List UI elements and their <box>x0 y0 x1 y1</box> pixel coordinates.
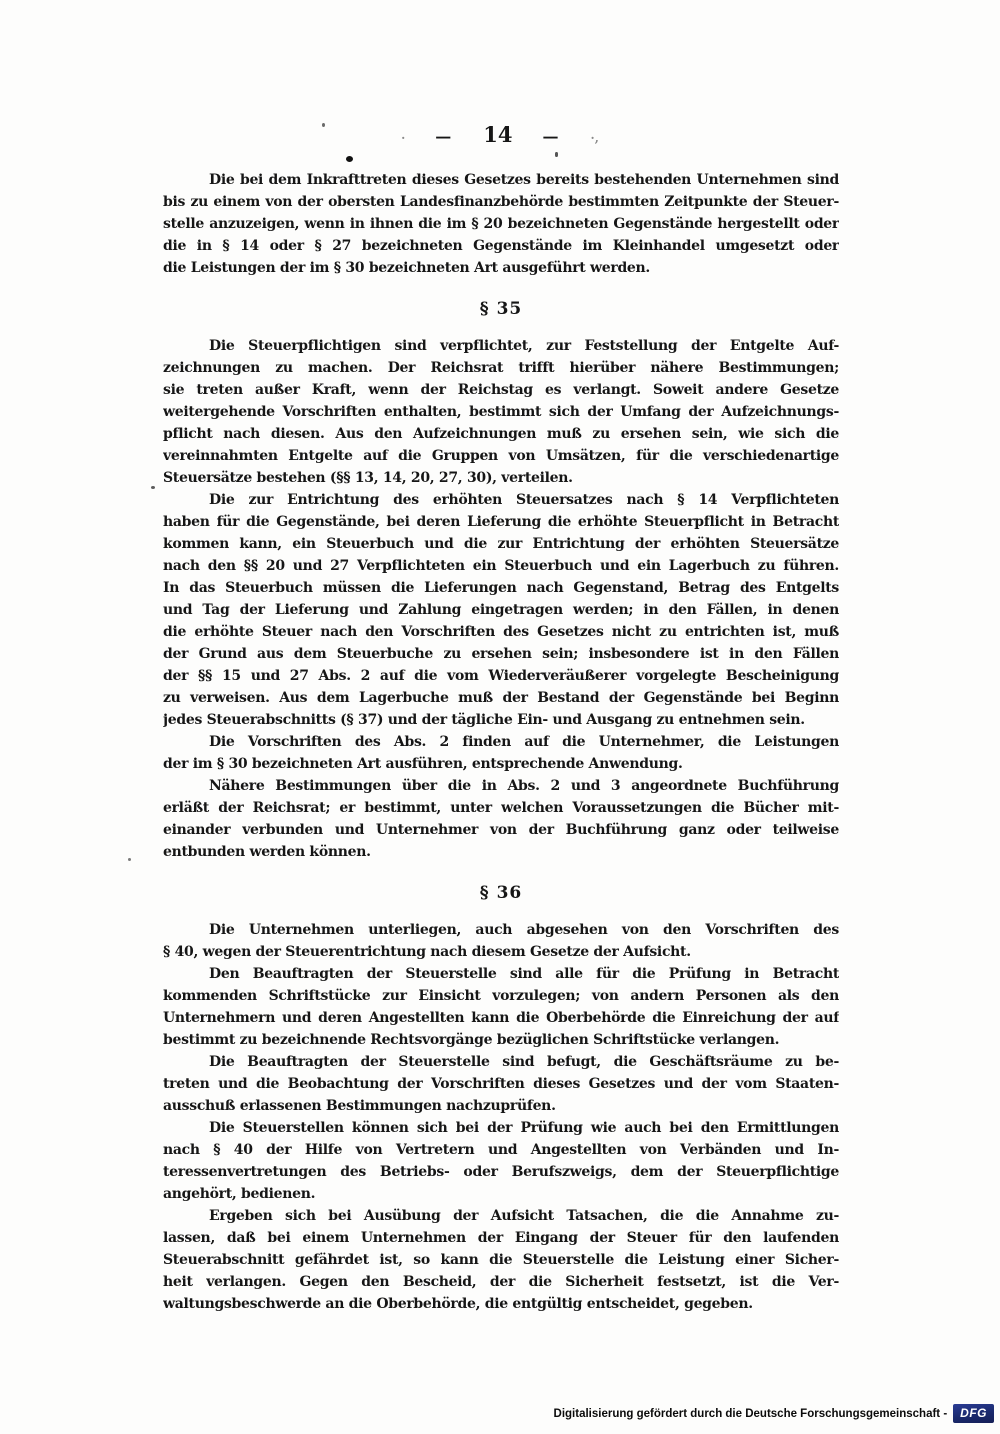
text-line: Die Beauftragten der Steuerstelle sind befugt, die Geschäftsräume zu be- <box>209 1054 839 1070</box>
text-line: bestimmt zu bezeichnende Rechtsvorgänge bezüglichen Schriftstücke verlangen. <box>163 1032 780 1048</box>
text-line: einander verbunden und Unternehmer von der Buchführung ganz oder teilweise <box>163 822 839 838</box>
paragraph <box>163 1205 839 1315</box>
text-line: kommenden Schriftstücke zur Einsicht vorzulegen; von andern Personen als den <box>163 988 839 1004</box>
ink-spot <box>555 152 558 157</box>
ink-spot <box>151 486 155 489</box>
paragraph <box>163 775 839 863</box>
section-heading: § 36 <box>479 883 523 903</box>
text-line: Die bei dem Inkrafttreten dieses Gesetzes bereits bestehenden Unternehmen sind <box>209 172 839 188</box>
text-line: teressenvertretungen des Betriebs- oder Berufszweigs, dem der Steuerpflichtige <box>163 1164 839 1180</box>
paragraph <box>163 731 839 775</box>
header-left-dash: — <box>435 127 454 146</box>
text-line: Steuerabschnitt gefährdet ist, so kann die Steuerstelle die Leistung einer Sicher- <box>163 1252 839 1268</box>
text-line: jedes Steuerabschnitts (§ 37) und der tägliche Ein- und Ausgang zu entnehmen sein. <box>163 712 805 728</box>
text-line: Unternehmern und deren Angestellten kann die Oberbehörde die Einreichung der auf <box>163 1010 839 1026</box>
text-line: haben für die Gegenstände, bei deren Lieferung die erhöhte Steuerpflicht in Betracht <box>163 514 839 530</box>
text-line: weitergehende Vorschriften enthalten, bestimmt sich der Umfang der Aufzeichnungs- <box>163 404 839 420</box>
text-line: die Leistungen der im § 30 bezeichneten Art ausgeführt werden. <box>163 260 650 276</box>
text-line: Die Unternehmen unterliegen, auch abgesehen von den Vorschriften des <box>209 922 839 938</box>
page-number: 14 <box>483 122 513 147</box>
text-line: Die Vorschriften des Abs. 2 finden auf die Unternehmer, die Leistungen <box>209 734 839 750</box>
text-line: Ergeben sich bei Ausübung der Aufsicht Tatsachen, die die Annahme zu- <box>209 1208 839 1224</box>
text-line: die in § 14 oder § 27 bezeichneten Gegenstände im Kleinhandel umgesetzt oder <box>163 238 839 254</box>
text-line: der §§ 15 und 27 Abs. 2 auf die vom Wiederveräußerer vorgelegte Bescheinigung <box>163 668 839 684</box>
text-line: die erhöhte Steuer nach den Vorschriften des Gesetzes nicht zu entrichten ist, muß <box>163 624 839 640</box>
dfg-logo: DFG <box>953 1404 994 1423</box>
text-line: Die Steuerstellen können sich bei der Prüfung wie auch bei den Ermittlungen <box>209 1120 839 1136</box>
digitization-footer <box>554 1404 994 1423</box>
text-line: kommen kann, ein Steuerbuch und die zur Entrichtung der erhöhten Steuersätze <box>163 536 839 552</box>
text-line: pflicht nach diesen. Aus den Aufzeichnungen muß zu ersehen sein, wie sich die <box>163 426 839 442</box>
paragraph <box>163 489 839 731</box>
paragraph <box>163 335 839 489</box>
text-line: sie treten außer Kraft, wenn der Reichstag es verlangt. Soweit andere Gesetze <box>163 382 839 398</box>
page-header <box>0 0 1000 147</box>
paragraph <box>163 1051 839 1117</box>
text-line: heit verlangen. Gegen den Bescheid, der die Sicherheit festsetzt, ist die Ver- <box>163 1274 839 1290</box>
text-line: nach § 40 der Hilfe von Vertretern und Angestellten von Verbänden und In- <box>163 1142 839 1158</box>
ink-spot <box>128 858 131 861</box>
text-line: § 40, wegen der Steuerentrichtung nach diesem Gesetze der Aufsicht. <box>163 944 691 960</box>
text-line: ausschuß erlassenen Bestimmungen nachzuprüfen. <box>163 1098 556 1114</box>
section-heading: § 35 <box>479 299 523 319</box>
text-line: Steuersätze bestehen (§§ 13, 14, 20, 27, 30), verteilen. <box>163 470 573 486</box>
text-line: der im § 30 bezeichneten Art ausführen, entsprechende Anwendung. <box>163 756 683 772</box>
ink-spot <box>346 156 353 162</box>
text-line: erläßt der Reichsrat; er bestimmt, unter welchen Voraussetzungen die Bücher mit- <box>163 800 839 816</box>
text-line: In das Steuerbuch müssen die Lieferungen nach Gegenstand, Betrag des Entgelts <box>163 580 839 596</box>
text-line: waltungsbeschwerde an die Oberbehörde, die entgültig entscheidet, gegeben. <box>163 1296 753 1312</box>
text-line: angehört, bedienen. <box>163 1186 316 1202</box>
paragraph <box>163 169 839 279</box>
text-line: entbunden werden können. <box>163 844 371 860</box>
header-leading-mark: · <box>401 131 406 145</box>
text-line: zu verweisen. Aus dem Lagerbuche muß der Bestand der Gegenstände bei Beginn <box>163 690 839 706</box>
header-right-dash: — <box>542 127 561 146</box>
text-line: Nähere Bestimmungen über die in Abs. 2 und 3 angeordnete Buchführung <box>209 778 839 794</box>
text-line: treten und die Beobachtung der Vorschriften dieses Gesetzes und der vom Staaten- <box>163 1076 839 1092</box>
text-line: bis zu einem von der obersten Landesfinanzbehörde bestimmten Zeitpunkte der Steuer- <box>163 194 839 210</box>
document-body <box>163 169 839 1315</box>
text-line: Den Beauftragten der Steuerstelle sind alle für die Prüfung in Betracht <box>209 966 839 982</box>
text-line: Die Steuerpflichtigen sind verpflichtet, zur Feststellung der Entgelte Auf- <box>209 338 839 354</box>
paragraph <box>163 919 839 963</box>
text-line: Die zur Entrichtung des erhöhten Steuersatzes nach § 14 Verpflichteten <box>209 492 839 508</box>
text-line: zeichnungen zu machen. Der Reichsrat trifft hierüber nähere Bestimmungen; <box>163 360 839 376</box>
text-line: stelle anzuzeigen, wenn in ihnen die im § 20 bezeichneten Gegenstände hergestellt oder <box>163 216 839 232</box>
text-line: und Tag der Lieferung und Zahlung eingetragen werden; in den Fällen, in denen <box>163 602 839 618</box>
text-line: vereinnahmten Entgelte auf die Gruppen von Umsätzen, für die verschiedenartige <box>163 448 839 464</box>
paragraph <box>163 1117 839 1205</box>
ink-spot <box>322 123 325 127</box>
text-line: nach den §§ 20 und 27 Verpflichteten ein Steuerbuch und ein Lagerbuch zu führen. <box>163 558 839 574</box>
text-line: der Grund aus dem Steuerbuche zu ersehen sein; insbesondere ist in den Fällen <box>163 646 839 662</box>
digitization-credit-text: Digitalisierung gefördert durch die Deutsche Forschungsgemeinschaft - <box>553 1407 948 1420</box>
text-line: lassen, daß bei einem Unternehmen der Eingang der Steuer für den laufenden <box>163 1230 839 1246</box>
paragraph <box>163 963 839 1051</box>
header-trailing-mark: ·, <box>590 131 599 145</box>
